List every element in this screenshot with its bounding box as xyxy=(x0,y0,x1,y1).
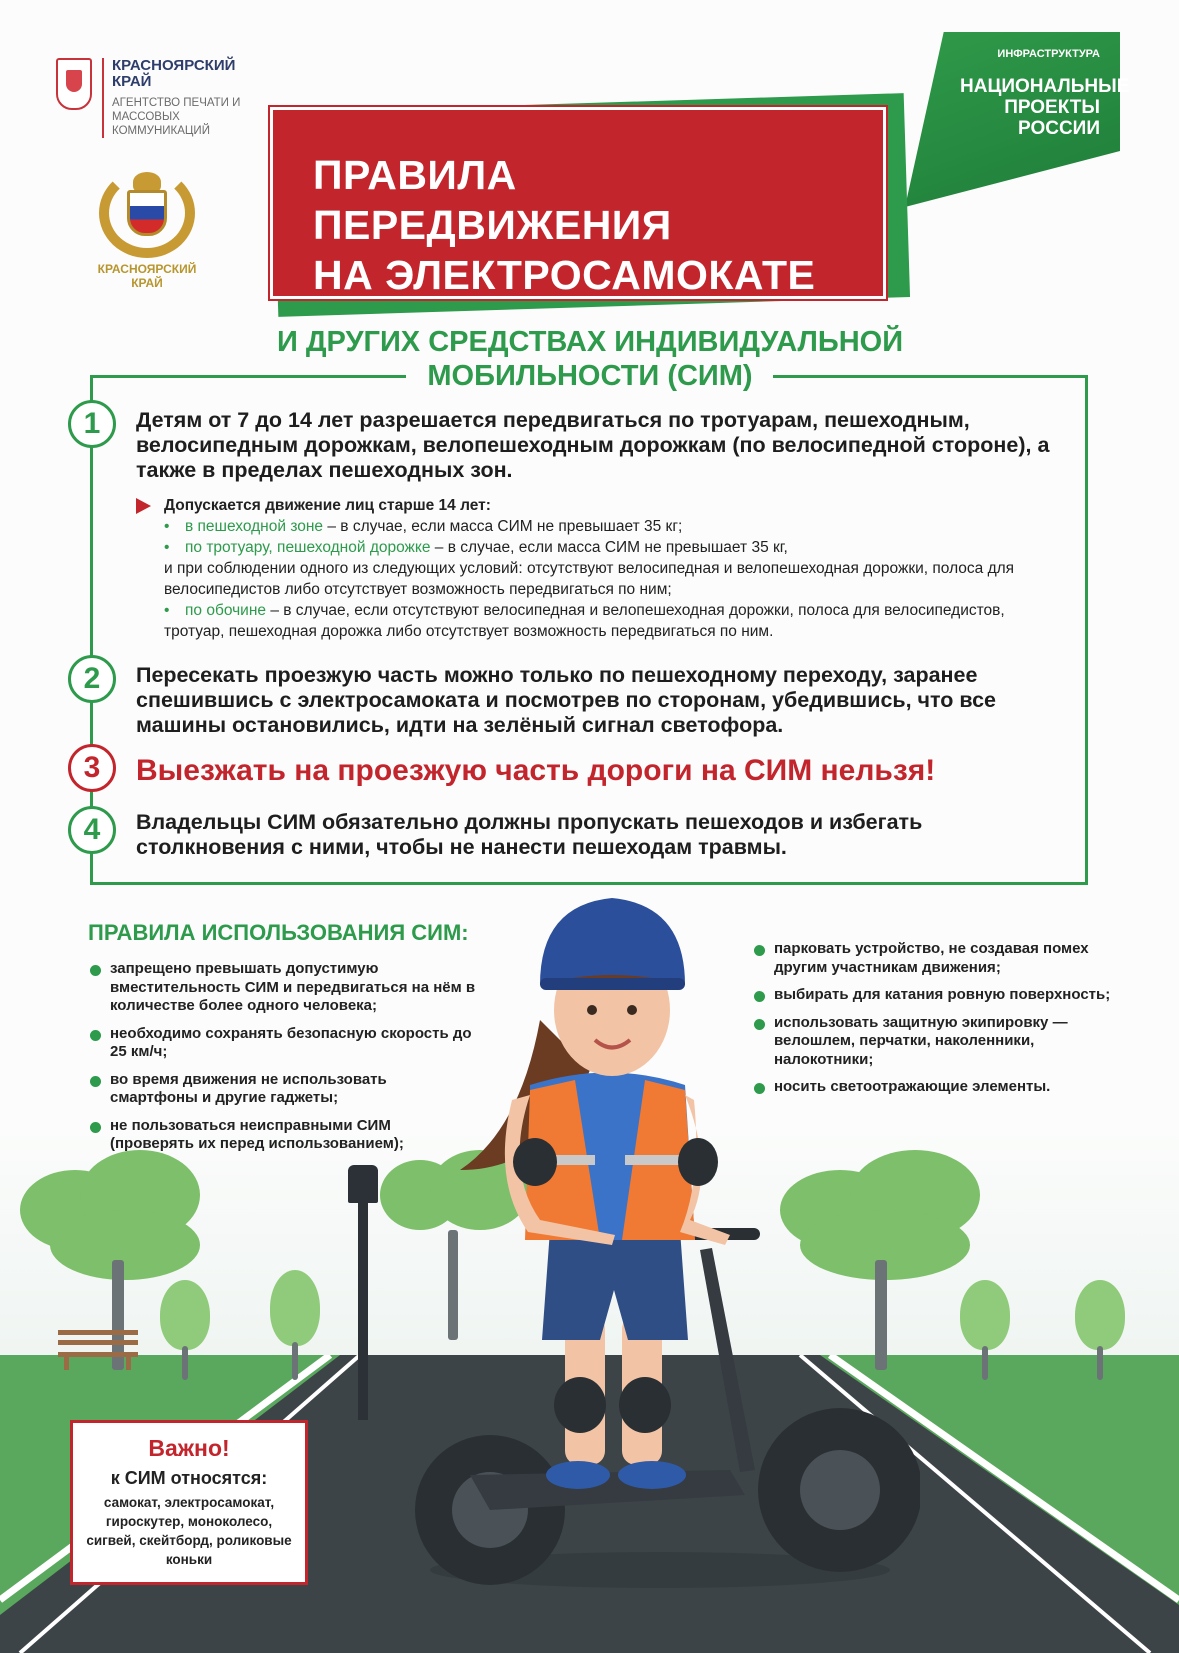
sub-rules xyxy=(136,495,1066,642)
rule-text-1: Детям от 7 до 14 лет разрешается передвигаться по тротуарам, пешеходным, велосипедным дорожкам, велопешеходным дорожкам (по велосипедной стороне), а также в пределах пешеходных зон. xyxy=(136,408,1050,482)
title-banner xyxy=(270,107,886,299)
subtitle-line-1: И ДРУГИХ СРЕДСТВАХ ИНДИВИДУАЛЬНОЙ xyxy=(276,326,904,358)
gibdd-caption: КРАСНОЯРСКИЙ КРАЙ xyxy=(97,262,197,290)
gibdd-logo xyxy=(92,168,202,290)
street-lamp-post xyxy=(358,1185,368,1420)
usage-item: во время движения не использовать смартфоны и другие гаджеты; xyxy=(88,1071,478,1108)
tree-right-small-1 xyxy=(960,1280,1020,1380)
important-text: самокат, электросамокат, гироскутер, моноколесо, сигвей, скейтборд, роликовые коньки xyxy=(86,1495,292,1567)
girl-on-scooter-illustration xyxy=(400,870,920,1630)
gibdd-emblem-icon xyxy=(99,168,195,258)
krasnoyarsk-krai-logo xyxy=(56,58,252,138)
natproj-title: НАЦИОНАЛЬНЫЕ ПРОЕКТЫ РОССИИ xyxy=(960,76,1130,139)
usage-item: необходимо сохранять безопасную скорость до 25 км/ч; xyxy=(88,1025,478,1062)
sub-rule-item-continued: и при соблюдении одного из следующих условий: отсутствуют велосипедная и велопешеходная дорожки, полоса для велосипедистов либо отсутствует возможность передвигаться по ним; xyxy=(164,560,1015,598)
tree-right-small-2 xyxy=(1075,1280,1135,1380)
national-projects-logo xyxy=(905,32,1130,207)
natproj-category: ИНФРАСТРУКТУРА xyxy=(997,48,1100,60)
important-box xyxy=(70,1420,308,1585)
usage-item: не пользоваться неисправными СИМ (проверять их перед использованием); xyxy=(88,1117,478,1154)
usage-item: использовать защитную экипировку — велошлем, перчатки, наколенники, налокотники; xyxy=(752,1014,1122,1070)
sub-rule-item: • по обочине – в случае, если отсутствуют велосипедная и велопешеходная дорожки, полоса для велосипедистов, тротуар, пешеходная дорожка либо отсутствует возможность передвигаться по ним. xyxy=(164,602,1005,640)
rule-text-3: Выезжать на проезжую часть дороги на СИМ нельзя! xyxy=(136,754,936,787)
bench-illustration xyxy=(58,1330,138,1370)
rule-text-4: Владельцы СИМ обязательно должны пропускать пешеходов и избегать столкновения с ними, чтобы не нанести пешеходам травмы. xyxy=(136,810,923,859)
tree-mid-left xyxy=(270,1270,330,1380)
usage-item: парковать устройство, не создавая помех другим участникам движения; xyxy=(752,940,1122,977)
title-line-2: НА ЭЛЕКТРОСАМОКАТЕ xyxy=(313,252,816,298)
rule-number-1: 1 xyxy=(68,400,116,448)
important-title: Важно! xyxy=(148,1435,230,1461)
rule-text-2: Пересекать проезжую часть можно только по пешеходному переходу, заранее спешившись с электросамоката и посмотрев по сторонам, убедившись, что все машины остановились, идти на зелёный сигнал светофора. xyxy=(136,663,996,737)
usage-item: носить светоотражающие элементы. xyxy=(752,1078,1122,1097)
usage-title: ПРАВИЛА ИСПОЛЬЗОВАНИЯ СИМ: xyxy=(88,920,469,945)
subtitle-line-2: МОБИЛЬНОСТИ (СИМ) xyxy=(427,360,753,392)
krai-coat-of-arms-icon xyxy=(56,58,92,110)
sub-rule-item: • по тротуару, пешеходной дорожке – в случае, если масса СИМ не превышает 35 кг, xyxy=(164,539,788,556)
title-line-1: ПРАВИЛА ПЕРЕДВИЖЕНИЯ xyxy=(313,152,672,248)
rule-number-3: 3 xyxy=(68,744,116,792)
sub-rules-lead: Допускается движение лиц старше 14 лет: xyxy=(136,495,1066,516)
krai-agency: АГЕНТСТВО ПЕЧАТИ И МАССОВЫХ КОММУНИКАЦИЙ xyxy=(112,97,241,137)
important-subtitle: к СИМ относятся: xyxy=(110,1468,268,1488)
tree-left-small xyxy=(160,1280,220,1380)
sub-rule-item: • в пешеходной зоне – в случае, если масса СИМ не превышает 35 кг; xyxy=(164,518,683,535)
krai-name: КРАСНОЯРСКИЙ КРАЙ xyxy=(112,57,236,90)
usage-item: запрещено превышать допустимую вместительность СИМ и передвигаться на нём в количестве более одного человека; xyxy=(88,960,478,1016)
usage-item: выбирать для катания ровную поверхность; xyxy=(752,986,1122,1005)
rule-number-4: 4 xyxy=(68,806,116,854)
rule-number-2: 2 xyxy=(68,655,116,703)
